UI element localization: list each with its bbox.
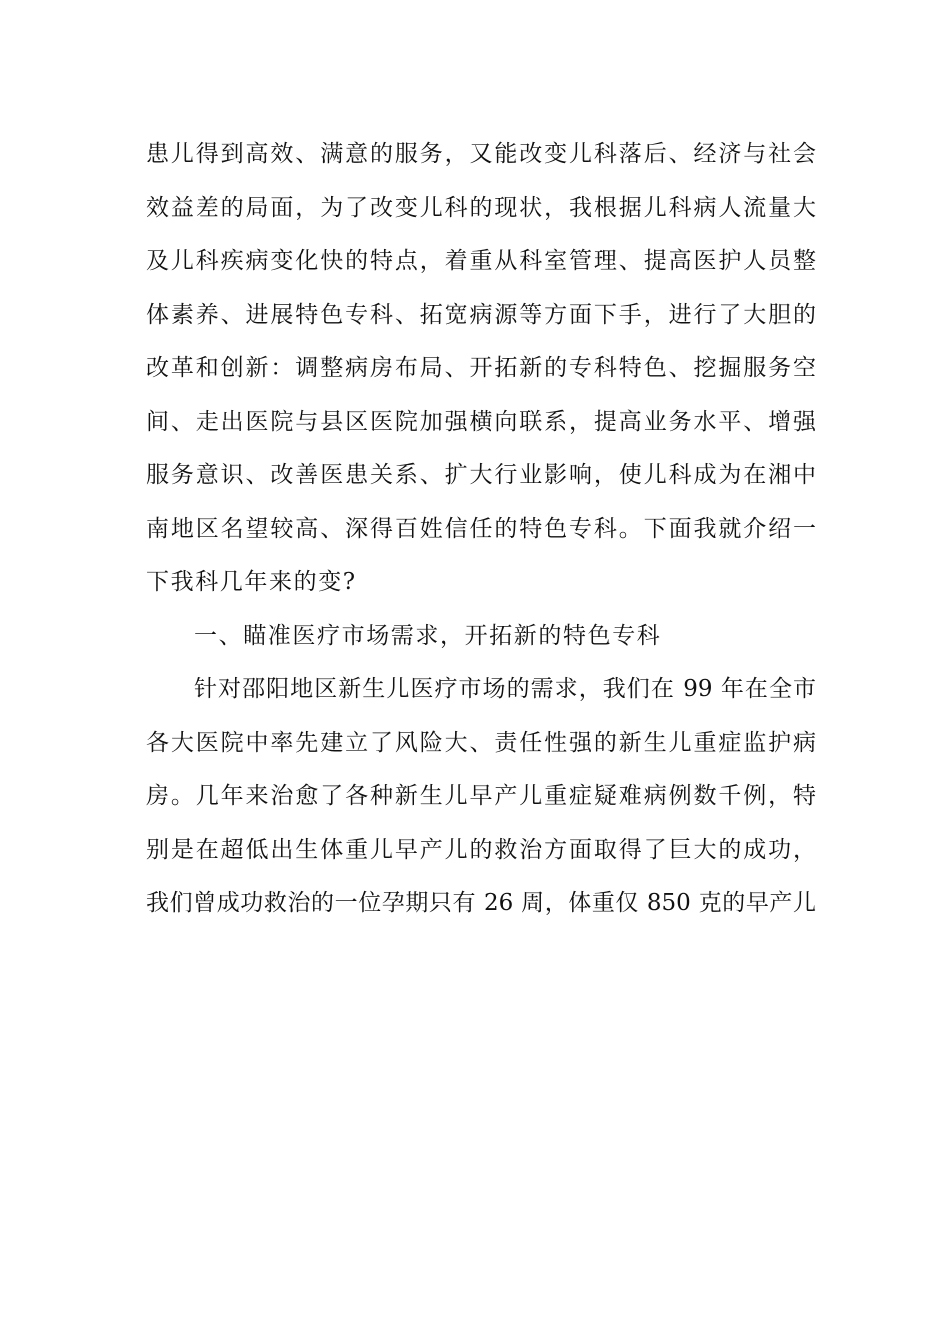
text-line: 患儿得到高效、满意的服务，又能改变儿科落后、经济与社会	[146, 141, 816, 167]
text-line: 改革和创新：调整病房布局、开拓新的专科特色、挖掘服务空	[146, 355, 816, 381]
section-heading: 一、瞄准医疗市场需求，开拓新的特色专科	[194, 622, 662, 649]
text-line: 间、走出医院与县区医院加强横向联系，提高业务水平、增强	[146, 408, 816, 435]
text-line: 各大医院中率先建立了风险大、责任性强的新生儿重症监护病	[146, 729, 816, 756]
text-line: 房。几年来治愈了各种新生儿早产儿重症疑难病例数千例，特	[146, 783, 816, 809]
text-line: 南地区名望较高、深得百姓信任的特色专科。下面我就介绍一	[146, 515, 816, 542]
text-line: 我们曾成功救治的一位孕期只有 26 周，体重仅 850 克的早产儿	[146, 890, 816, 916]
text-line: 下我科几年来的变?	[146, 569, 357, 595]
body-text	[146, 132, 816, 935]
text-line: 体素养、进展特色专科、拓宽病源等方面下手，进行了大胆的	[146, 301, 816, 328]
text-line: 服务意识、改善医患关系、扩大行业影响，使儿科成为在湘中	[146, 462, 816, 488]
text-line: 别是在超低出生体重儿早产儿的救治方面取得了巨大的成功，	[146, 836, 816, 863]
text-line: 针对邵阳地区新生儿医疗市场的需求，我们在 99 年在全市	[194, 676, 816, 702]
text-line: 效益差的局面，为了改变儿科的现状，我根据儿科病人流量大	[146, 194, 816, 221]
text-line: 及儿科疾病变化快的特点，着重从科室管理、提高医护人员整	[146, 248, 816, 274]
